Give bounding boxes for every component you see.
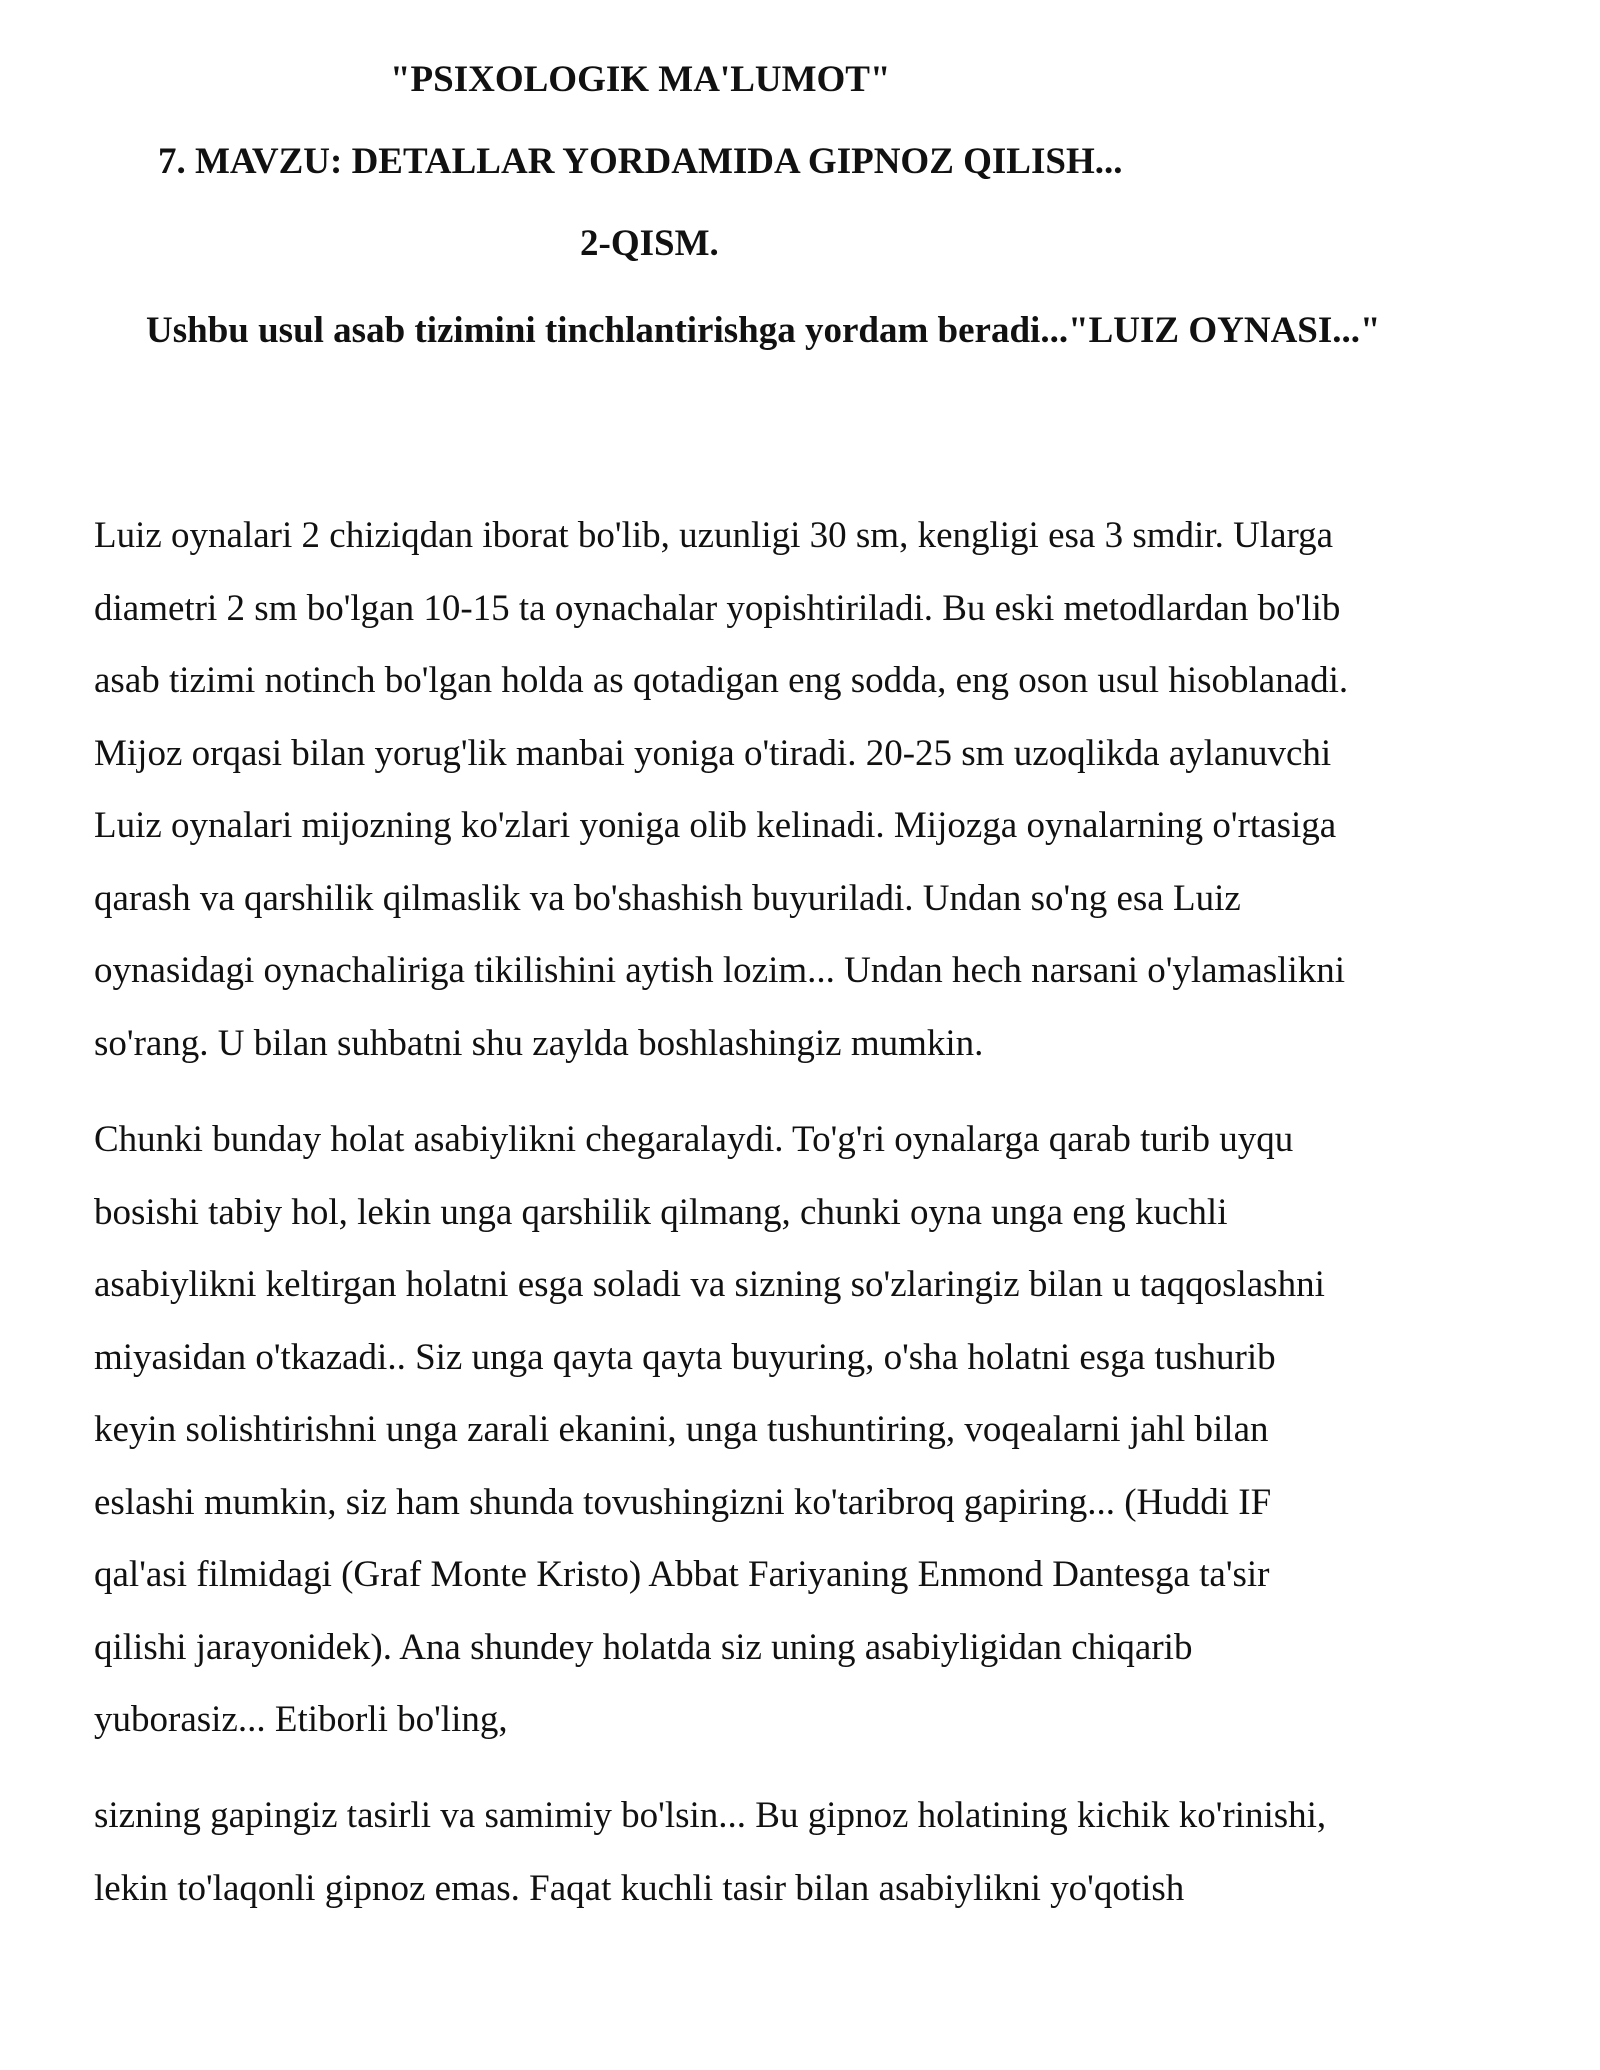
paragraph-line: qarash va qarshilik qilmaslik va bo'shashish buyuriladi. Undan so'ng esa Luiz (94, 877, 1241, 919)
paragraph-line: Luiz oynalari mijozning ko'zlari yoniga olib kelinadi. Mijozga oynalarning o'rtasiga (94, 805, 1337, 846)
paragraph-line: lekin to'laqonli gipnoz emas. Faqat kuchli tasir bilan asabiylikni yo'qotish (94, 1867, 1185, 1909)
topic-heading: 7. MAVZU: DETALLAR YORDAMIDA GIPNOZ QILISH... (158, 141, 1123, 182)
paragraph-line: asab tizimi notinch bo'lgan holda as qotadigan eng sodda, eng oson usul hisoblanadi. (94, 660, 1349, 701)
document-title: "PSIXOLOGIK MA'LUMOT" (390, 59, 891, 100)
paragraph-2 (94, 1104, 1534, 1757)
paragraph-line: so'rang. U bilan suhbatni shu zaylda boshlashingiz mumkin. (94, 1022, 984, 1064)
paragraph-line: asabiylikni keltirgan holatni esga soladi va sizning so'zlaringiz bilan u taqqoslashni (94, 1264, 1325, 1305)
paragraph-line: bosishi tabiy hol, lekin unga qarshilik qilmang, chunki oyna unga eng kuchli (94, 1191, 1228, 1233)
paragraph-line: keyin solishtirishni unga zarali ekanini, unga tushuntiring, voqealarni jahl bilan (94, 1409, 1269, 1450)
paragraph-3 (94, 1780, 1534, 1925)
paragraph-line: diametri 2 sm bo'lgan 10-15 ta oynachalar yopishtiriladi. Bu eski metodlardan bo'lib (94, 587, 1341, 629)
intro-heading: Ushbu usul asab tizimini tinchlantirishga yordam beradi..."LUIZ OYNASI..." (146, 310, 1381, 351)
paragraph-1 (94, 500, 1534, 1080)
paragraph-line: Luiz oynalari 2 chiziqdan iborat bo'lib, uzunligi 30 sm, kengligi esa 3 smdir. Ularga (94, 515, 1334, 556)
paragraph-line: qilishi jarayonidek). Ana shundey holatda siz uning asabiyligidan chiqarib (94, 1626, 1193, 1668)
paragraph-line: miyasidan o'tkazadi.. Siz unga qayta qayta buyuring, o'sha holatni esga tushurib (94, 1336, 1276, 1378)
paragraph-line: sizning gapingiz tasirli va samimiy bo'lsin... Bu gipnoz holatining kichik ko'rinishi, (94, 1795, 1327, 1836)
paragraph-line: eslashi mumkin, siz ham shunda tovushingizni ko'taribroq gapiring... (Huddi IF (94, 1481, 1272, 1523)
paragraph-line: qal'asi filmidagi (Graf Monte Kristo) Abbat Fariyaning Enmond Dantesga ta'sir (94, 1554, 1270, 1595)
paragraph-line: yuborasiz... Etiborli bo'ling, (94, 1699, 508, 1740)
paragraph-line: oynasidagi oynachaliriga tikilishini aytish lozim... Undan hech narsani o'ylamaslikni (94, 950, 1346, 991)
part-heading: 2-QISM. (580, 223, 719, 264)
paragraph-line: Mijoz orqasi bilan yorug'lik manbai yoniga o'tiradi. 20-25 sm uzoqlikda aylanuvchi (94, 732, 1332, 774)
paragraph-line: Chunki bunday holat asabiylikni chegaralaydi. To'g'ri oynalarga qarab turib uyqu (94, 1119, 1294, 1160)
